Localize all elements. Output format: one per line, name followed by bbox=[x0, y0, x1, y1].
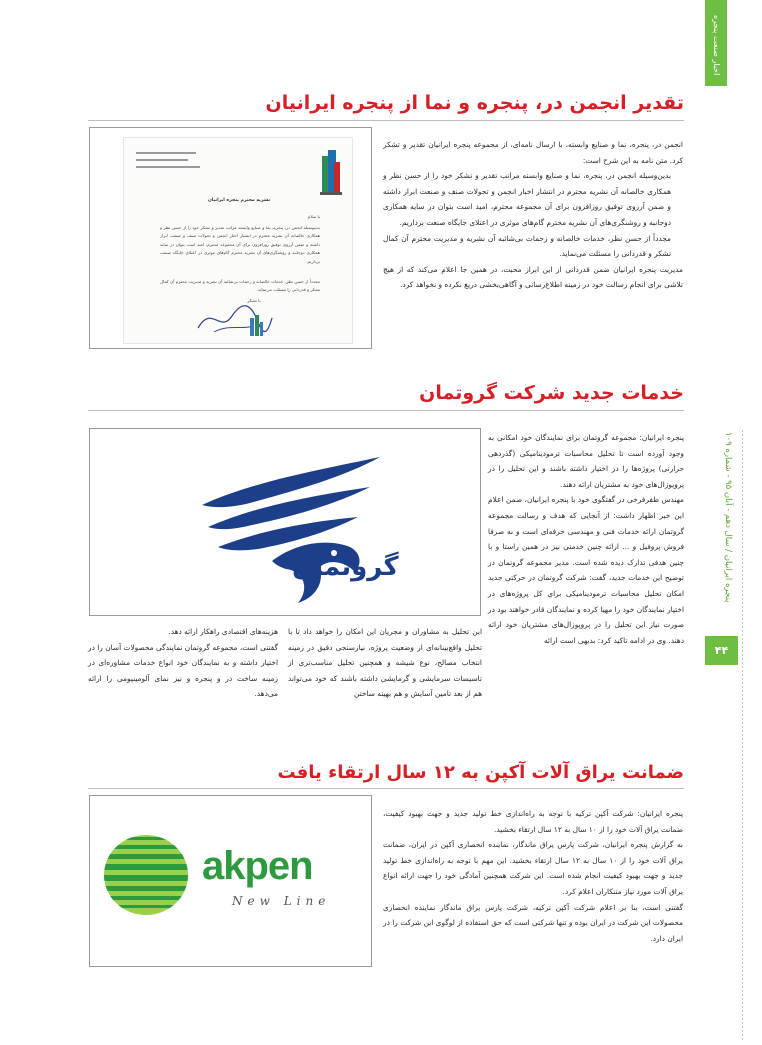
grotman-eagle-logo-icon bbox=[194, 443, 384, 608]
association-stamp-icon bbox=[248, 314, 264, 340]
page-number-badge bbox=[705, 636, 738, 665]
association-logo-icon bbox=[314, 148, 344, 198]
letter-scan bbox=[123, 137, 353, 344]
article1-text bbox=[383, 137, 683, 293]
letter-sign: با تشکر bbox=[247, 298, 261, 303]
article2-col2 bbox=[288, 624, 482, 702]
grotman-logo-text: گروتمان bbox=[292, 552, 399, 582]
akpen-script-text: New Line bbox=[232, 894, 331, 908]
article3-logo-frame bbox=[89, 795, 372, 967]
article2-col3-para-1: هزینه‌های اقتصادی راهکار ارائه دهد. bbox=[168, 627, 278, 636]
article1-para-2: بدین‌وسیله انجمن در، پنجره، نما و صنایع وابسته مراتب تقدیر و تشکر خود را از حسن نظر و همکاری خالصانه آن نشریه محترم در انتشار اخبار انجمن و تحولات صنف و صنعت ابراز داشته و ضمن آرزوی توفیق روزافزون برای آن مجموعه محترم، امید است بتوان در سایه همکاری دوجانبه و روشنگری‌های آن نشریه محترم گام‌های موثری در اعتلای جایگاه صنعت برداریم. bbox=[383, 171, 671, 227]
article2-title-rule bbox=[88, 410, 684, 411]
article1-title-rule bbox=[88, 120, 684, 121]
letter-greeting: با سلام bbox=[307, 214, 320, 219]
article1-para-4: مدیریت پنجره ایرانیان ضمن قدردانی از این ابراز محبت، در همین جا اعلام می‌کند که از هیچ تلاشی برای انجام رسالت خود در زمینه اطلاع‌رسانی و آگاهی‌بخشی دریغ نکرده و نخواهد کرد. bbox=[383, 264, 683, 290]
akpen-globe-icon bbox=[102, 833, 190, 917]
letter-closing: مجدداً از حسن نظر، خدمات خالصانه و زحمات بی‌شائبه آن نشریه و مدیریت محترم آن کمال تشکر و قدردانی را مسئلت می‌نماید. bbox=[160, 279, 320, 293]
article3-para-1: پنجره ایرانیان: شرکت آکپن ترکیه با توجه به راه‌اندازی خط تولید جدید و جهت بهبود کیفیت، ضمانت یراق آلات خود را از ۱۰ سال به ۱۲ سال ارتقاء بخشید. bbox=[383, 809, 683, 834]
article3-para-3: گفتنی است، بنا بر اعلام شرکت آکپن ترکیه، شرکت پارس یراق ماندگار نماینده انحصاری محصولات این شرکت در ایران بوده و تنها شرکتی است که حق استفاده از لوگوی این شرکت را در ایران دارد. bbox=[383, 902, 683, 943]
running-header: پنجره ایرانیان / سال دهم - آبان ۹۵ - شماره ۱۰۹ bbox=[723, 432, 733, 603]
article1-letter-frame bbox=[89, 127, 372, 349]
article2-col1-para-1: پنجره ایرانیان: مجموعه گروتمان برای نمایندگان خود امکانی به وجود آورده است تا تحلیل محاسبات ترمودینامیکی (گذردهی حرارتی) پروژه‌ها را در اختیار داشته باشند و این تحلیل را در پروپوزال‌های خود به مشتریان ارائه دهند. bbox=[488, 433, 684, 489]
letter-addressee: نشریه محترم پنجره ایرانیان bbox=[207, 198, 271, 203]
article3-title-rule bbox=[88, 788, 684, 789]
article2-col1-para-2: مهندس ظفرقرخی در گفتگوی خود با پنجره ایرانیان، ضمن اعلام این خبر اظهار داشت: از آنجایی که هدف و رسالت مجموعه گروتمان ارائه خدمات فنی و مهندسی حرفه‌ای است و نه صرفا فروش پروفیل و ... ارائه چنین خدمتی نیز در همین راستا و با چنین هدفی تدارک دیده شده است. مدیر مجموعه گروتمان در توضیح این خدمات جدید، گفت: شرکت گروتمان در حرکتی جدید امکان تحلیل محاسبات ترمودینامیکی برای کل پروژه‌های در اختیار نمایندگان خود را مهیا کرده و نمایندگان قادر خواهند بود در صورت نیاز این تحلیل را در پروپوزال‌های مشتریان خود ارائه دهند. وی در ادامه تاکید کرد: بدیهی است ارائه bbox=[488, 495, 684, 645]
article2-col3-para-2: گفتنی است، مجموعه گروتمان نمایندگی محصولات آسان را در اختیار داشته و به نمایندگان خود انواع خدمات مشاوره‌ای در زمینه ساخت در و پنجره و نیز نمای آلومینیومی را ارائه می‌دهد. bbox=[88, 642, 278, 699]
article2-title: خدمات جدید شرکت گروتمان bbox=[419, 382, 684, 404]
article2-col2-para-1: این تحلیل به مشاوران و مجریان این امکان را خواهد داد تا با تحلیل واقع‌بینانه‌ای از وضعیت پروژه، نیازسنجی دقیق در زمینه انتخاب مصالح، نوع شیشه و همچنین تحلیل مناسب‌تری از تاسیسات سرمایشی و گرمایشی داشته باشند که خود می‌تواند هم از بعد تامین آسایش و هم بهینه ساختن bbox=[288, 627, 482, 699]
article1-para-1: انجمن در، پنجره، نما و صنایع وابسته، با ارسال نامه‌ای، از مجموعه پنجره ایرانیان تقدیر و تشکر کرد. متن نامه به این شرح است: bbox=[383, 140, 683, 165]
page-number: ۴۴ bbox=[714, 644, 729, 657]
article2-col1 bbox=[488, 430, 684, 648]
article2-logo-frame bbox=[89, 428, 481, 616]
letter-header-lines bbox=[136, 152, 206, 168]
letter-body: بدینوسیله انجمن در، پنجره، نما و صنایع وابسته مراتب تقدیر و تشکر خود را از حسن نظر و همکاری خالصانه آن نشریه محترم در انتشار اخبار انجمن و تحولات صنف و صنعت ابراز داشته و ضمن آرزوی توفیق روزافزون برای آن مجموعه محترم، امید است بتوان در سایه همکاری دوجانبه و روشنگری‌های آن نشریه محترم گام‌های موثری در اعتلای جایگاه صنعت برداریم. bbox=[160, 225, 320, 264]
article3-para-2: به گزارش پنجره ایرانیان، شرکت پارس یراق ماندگار، نماینده انحصاری آکپن در ایران، ضمانت یراق آلات خود را از ۱۰ سال به ۱۲ سال ارتقاء بخشید. این مهم با توجه به راه‌اندازی خط تولید جدید و جهت بهبود کیفیت انجام شده است. این شرکت همچنین آمادگی خود را جهت ارائه انواع یراق آلات مورد نیاز متنکاران اعلام کرد. bbox=[383, 840, 683, 896]
article1-para-3: مجدداً از حسن نظر، خدمات خالصانه و زحمات بی‌شائبه آن نشریه و مدیریت محترم آن کمال تشکر و قدردانی را مسئلت می‌نماید. bbox=[383, 233, 671, 259]
article3-title: ضمانت یراق آلات آکپن به ۱۲ سال ارتقاء یافت bbox=[277, 762, 684, 783]
article2-col3 bbox=[88, 624, 278, 702]
akpen-wordmark: akpen bbox=[202, 844, 313, 888]
article1-title: تقدیر انجمن در، پنجره و نما از پنجره ایرانیان bbox=[265, 92, 684, 114]
article3-text bbox=[383, 806, 683, 946]
section-tab-label: اخبار صنعت پنجره bbox=[712, 14, 721, 76]
sidebar-rule bbox=[742, 430, 743, 1040]
